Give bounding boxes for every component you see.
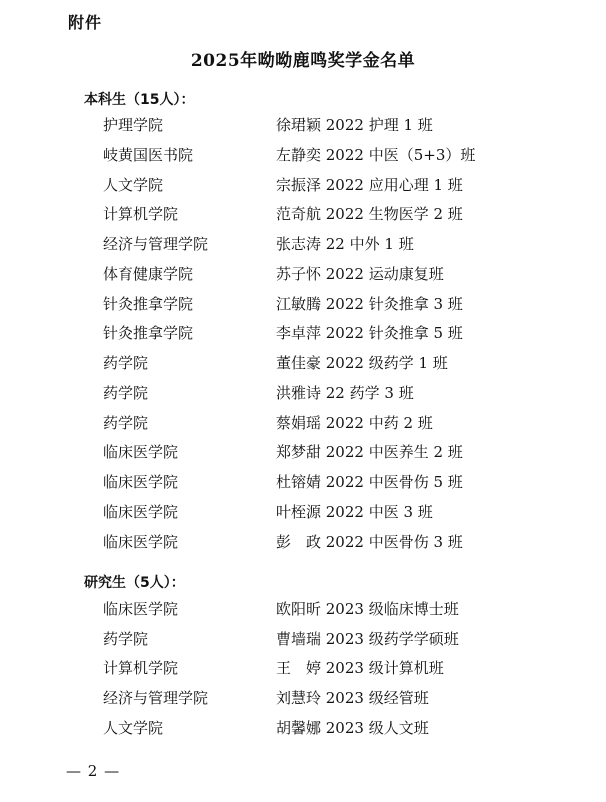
list-item (0, 500, 606, 524)
document-title: 2025年呦呦鹿鸣奖学金名单 (190, 51, 416, 71)
undergraduate-heading: 本科生（15人）： (84, 92, 195, 108)
recipient-class: 曹墙瑞 2023 级药学学硕班 (276, 630, 459, 648)
recipient-class: 王 婷 2023 级计算机班 (276, 659, 444, 677)
list-item (0, 262, 606, 286)
college-name: 药学院 (103, 354, 149, 372)
list-item (0, 321, 606, 345)
college-name: 药学院 (103, 414, 149, 432)
college-name: 临床医学院 (103, 503, 179, 521)
list-item (0, 530, 606, 554)
page-number: — 2 — (66, 762, 121, 780)
college-name: 人文学院 (103, 719, 164, 737)
list-item (0, 232, 606, 256)
college-name: 药学院 (103, 630, 149, 648)
recipient-class: 胡馨娜 2023 级人文班 (276, 719, 429, 737)
list-item (0, 202, 606, 226)
list-item (0, 292, 606, 316)
recipient-class: 欧阳昕 2023 级临床博士班 (276, 600, 459, 618)
college-name: 临床医学院 (103, 443, 179, 461)
graduate-heading: 研究生（5人）： (84, 575, 185, 591)
recipient-class: 张志涛 22 中外 1 班 (276, 235, 414, 253)
list-item (0, 173, 606, 197)
list-item (0, 656, 606, 680)
college-name: 临床医学院 (103, 473, 179, 491)
recipient-class: 江敏腾 2022 针灸推拿 3 班 (276, 295, 463, 313)
list-item (0, 627, 606, 651)
college-name: 体育健康学院 (103, 265, 194, 283)
recipient-class: 苏子怀 2022 运动康复班 (276, 265, 444, 283)
list-item (0, 686, 606, 710)
college-name: 计算机学院 (103, 205, 179, 223)
college-name: 临床医学院 (103, 533, 179, 551)
college-name: 经济与管理学院 (103, 689, 209, 707)
list-item (0, 440, 606, 464)
attachment-label: 附件 (68, 13, 103, 32)
recipient-class: 洪雅诗 22 药学 3 班 (276, 384, 414, 402)
list-item (0, 597, 606, 621)
recipient-class: 叶桎源 2022 中医 3 班 (276, 503, 433, 521)
list-item (0, 411, 606, 435)
list-item (0, 351, 606, 375)
recipient-class: 范奇航 2022 生物医学 2 班 (276, 205, 463, 223)
list-item (0, 470, 606, 494)
recipient-class: 徐珺颖 2022 护理 1 班 (276, 116, 433, 134)
recipient-class: 彭 政 2022 中医骨伤 3 班 (276, 533, 463, 551)
recipient-class: 宗振泽 2022 应用心理 1 班 (276, 176, 463, 194)
list-item (0, 143, 606, 167)
college-name: 针灸推拿学院 (103, 324, 194, 342)
recipient-class: 左静奕 2022 中医（5+3）班 (276, 146, 476, 164)
recipient-class: 李卓萍 2022 针灸推拿 5 班 (276, 324, 463, 342)
college-name: 经济与管理学院 (103, 235, 209, 253)
list-item (0, 716, 606, 740)
college-name: 岐黄国医书院 (103, 146, 194, 164)
recipient-class: 郑梦甜 2022 中医养生 2 班 (276, 443, 463, 461)
list-item (0, 381, 606, 405)
college-name: 人文学院 (103, 176, 164, 194)
recipient-class: 杜镕婧 2022 中医骨伤 5 班 (276, 473, 463, 491)
college-name: 临床医学院 (103, 600, 179, 618)
college-name: 护理学院 (103, 116, 164, 134)
recipient-class: 刘慧玲 2023 级经管班 (276, 689, 429, 707)
recipient-class: 董佳豪 2022 级药学 1 班 (276, 354, 448, 372)
recipient-class: 蔡娟瑶 2022 中药 2 班 (276, 414, 433, 432)
list-item (0, 113, 606, 137)
college-name: 药学院 (103, 384, 149, 402)
college-name: 针灸推拿学院 (103, 295, 194, 313)
college-name: 计算机学院 (103, 659, 179, 677)
